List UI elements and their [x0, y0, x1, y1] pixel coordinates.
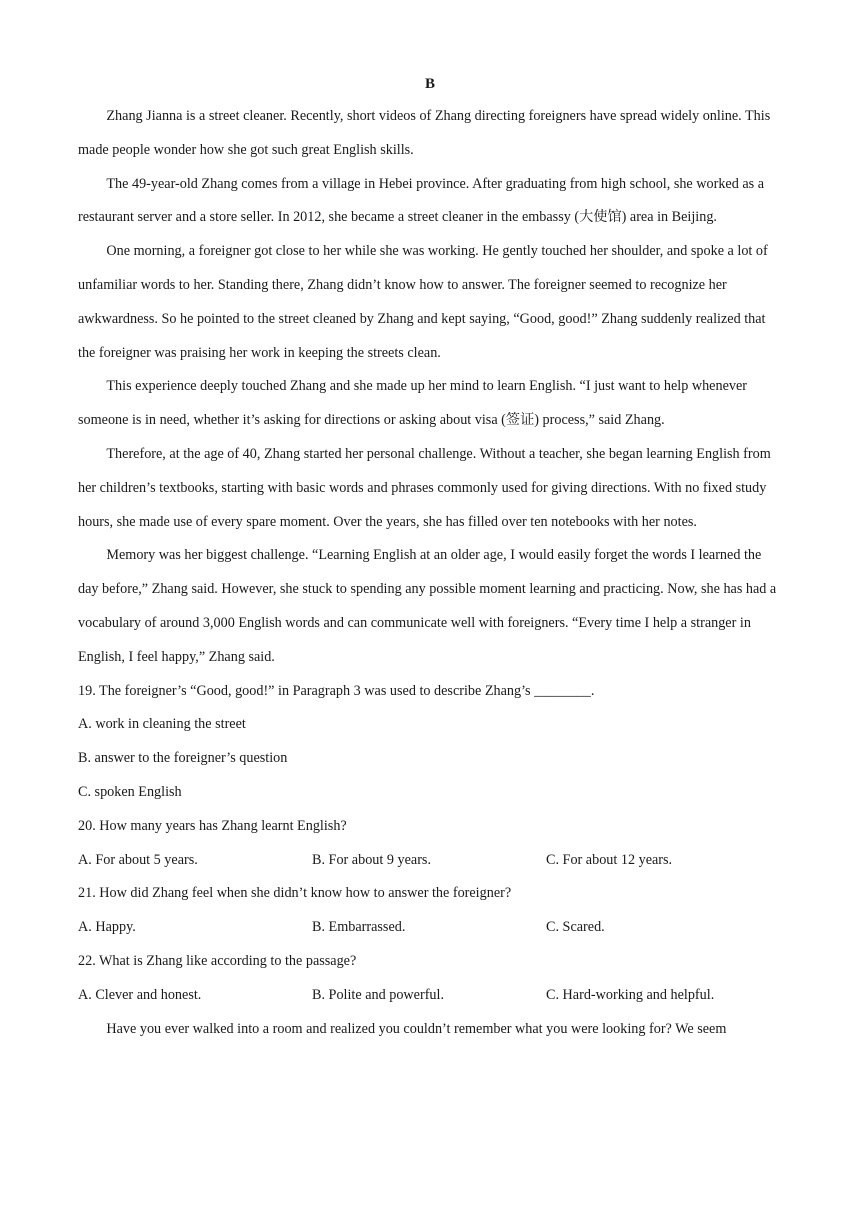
answer-option: B. Polite and powerful.	[312, 986, 445, 1003]
question-stem: 21. How did Zhang feel when she didn’t know how to answer the foreigner?	[78, 885, 512, 902]
question-stem: 19. The foreigner’s “Good, good!” in Paragraph 3 was used to describe Zhang’s ________.	[78, 682, 595, 699]
options-row	[78, 911, 782, 945]
answer-option: A. Happy.	[78, 919, 136, 936]
answer-option: B. answer to the foreigner’s question	[78, 750, 288, 767]
answer-option: B. Embarrassed.	[312, 919, 406, 936]
section-title: B	[424, 76, 435, 92]
answer-option: A. Clever and honest.	[78, 986, 202, 1003]
options-row	[78, 844, 782, 878]
paragraph: One morning, a foreigner got close to her while she was working. He gently touched her shoulder, and spoke a lot of unfamiliar words to her. Standing there, Zhang didn’t know how to answer. The foreigner seemed to recognize her awkwardness. So he pointed to the street cleaned by Zhang and kept saying, “Good, good!” Zhang suddenly realized that the foreigner was praising her work in keeping the streets clean.	[78, 243, 768, 361]
answer-option: A. work in cleaning the street	[78, 716, 246, 733]
answer-option: A. For about 5 years.	[78, 851, 198, 868]
question-stem: 22. What is Zhang like according to the passage?	[78, 952, 357, 969]
question-stem: 20. How many years has Zhang learnt English?	[78, 817, 347, 834]
answer-option: C. spoken English	[78, 783, 182, 800]
answer-option: C. Scared.	[546, 919, 605, 936]
options-row	[78, 979, 782, 1013]
paragraph: This experience deeply touched Zhang and she made up her mind to learn English. “I just want to help whenever someone is in need, whether it’s asking for directions or asking about visa (签证) process,” said Zhang.	[78, 378, 747, 429]
paragraph: Memory was her biggest challenge. “Learning English at an older age, I would easily forget the words I learned the day before,” Zhang said. However, she stuck to spending any possible moment learning and practicing. Now, she has had a vocabulary of around 3,000 English words and can communicate well with foreigners. “Every time I help a stranger in English, I feel happy,” Zhang said.	[78, 547, 777, 665]
next-passage-start: Have you ever walked into a room and realized you couldn’t remember what you were looking for? We seem	[106, 1020, 727, 1037]
paragraph: The 49-year-old Zhang comes from a village in Hebei province. After graduating from high school, she worked as a restaurant server and a store seller. In 2012, she became a street cleaner in the embassy (大使馆) area in Beijing.	[78, 175, 765, 226]
paragraph: Zhang Jianna is a street cleaner. Recently, short videos of Zhang directing foreigners have spread widely online. This made people wonder how she got such great English skills.	[78, 108, 771, 158]
paragraph: Therefore, at the age of 40, Zhang started her personal challenge. Without a teacher, she began learning English from her children’s textbooks, starting with basic words and phrases commonly used for giving directions. With no fixed study hours, she made use of every spare moment. Over the years, she has filled over ten notebooks with her notes.	[78, 445, 771, 530]
answer-option: C. For about 12 years.	[546, 851, 673, 868]
answer-option: C. Hard-working and helpful.	[546, 986, 715, 1003]
passage-content	[78, 100, 782, 1046]
answer-option: B. For about 9 years.	[312, 851, 432, 868]
